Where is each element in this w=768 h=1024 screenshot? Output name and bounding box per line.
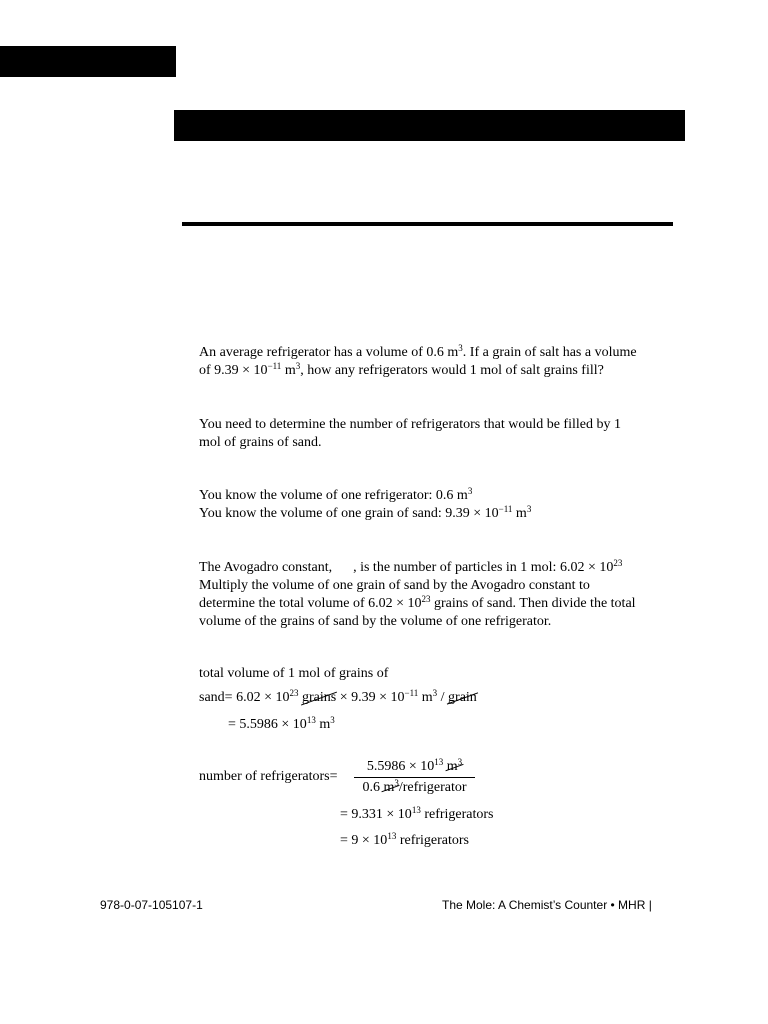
calc2-label: number of refrigerators=	[199, 769, 338, 784]
fraction-numerator: $5.5986 \times 10^{13}$ $m^3$	[354, 757, 475, 777]
horizontal-rule	[182, 222, 673, 226]
cancelled-unit: grains	[301, 690, 337, 705]
calc1-equation: sand= $6.02 \times 10^{23}$ grains × $9.39 \times 10^{-11}$ $m^3$ / grain	[199, 688, 477, 705]
calc2-result-2: = $9 \times 10^{13}$ refrigerators	[340, 831, 469, 848]
section-tab-bar	[0, 46, 176, 77]
calc2-result-1: = $9.331 \times 10^{13}$ refrigerators	[340, 805, 494, 822]
title-bar	[174, 110, 685, 141]
footer-chapter: The Mole: A Chemist’s Counter • MHR |	[442, 898, 652, 912]
what-is-required: You need to determine the number of refrigerators that would be filled by 1 mol of grains of sand.	[199, 417, 621, 450]
footer-isbn: 978-0-07-105107-1	[100, 898, 203, 912]
given-values: You know the volume of one refrigerator: 0.6 $m^3$ You know the volume of one grain of sand: $9.39 \times 10^{-11}$ $m^3$	[199, 486, 532, 521]
problem-statement: An average refrigerator has a volume of 0.6 $m^3$. If a grain of salt has a volume of $9.39 \times 10^{-11}$ $m^3$, how any refrigerators would 1 mol of salt grains fill?	[199, 343, 637, 378]
cancelled-unit: $m^3$	[447, 757, 462, 777]
fraction-denominator: 0.6 $m^3$/refrigerator	[354, 778, 475, 798]
cancelled-unit: $m^3$	[383, 778, 398, 798]
calc2-fraction	[354, 757, 475, 798]
calc1-result: = $5.5986 \times 10^{13}$ $m^3$	[228, 715, 335, 732]
plan-your-strategy: The Avogadro constant, , is the number of particles in 1 mol: $6.02 \times 10^{23}$ Multiply the volume of one grain of sand by the Avogadro constant to determine the total volume of $6.02 \times 10^{23}$ grains of sand. Then divide the total volume of the grains of sand by the volume of one refrigerator.	[199, 558, 636, 629]
cancelled-unit: grain	[448, 690, 477, 705]
calc1-label-line1: total volume of 1 mol of grains of	[199, 666, 389, 681]
